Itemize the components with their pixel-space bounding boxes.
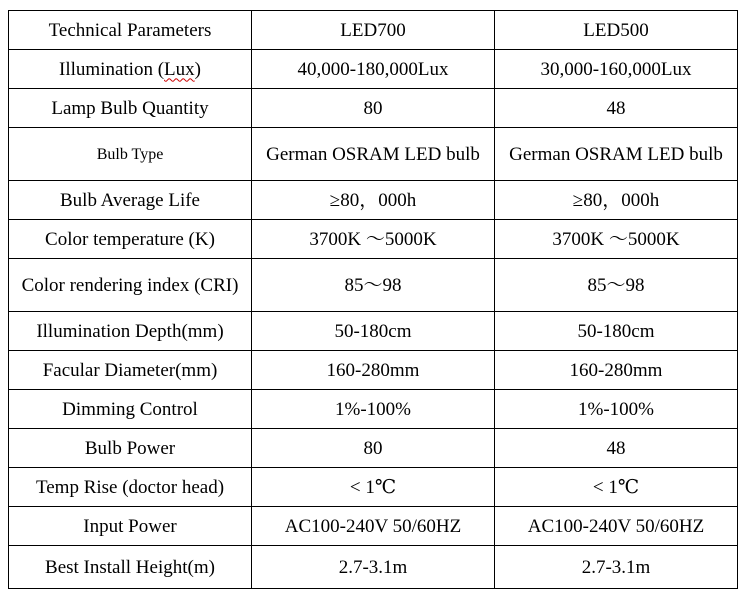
model-b-cell: 48 [495,89,738,128]
table-row [9,507,738,546]
model-b-cell: < 1℃ [495,468,738,507]
param-cell: Lamp Bulb Quantity [9,89,252,128]
model-b-cell: 30,000-160,000Lux [495,50,738,89]
param-cell: Dimming Control [9,390,252,429]
model-b-cell: 50-180cm [495,312,738,351]
param-cell: Facular Diameter(mm) [9,351,252,390]
param-cell: Color rendering index (CRI) [9,259,252,312]
model-b-cell: 2.7-3.1m [495,546,738,589]
table-row [9,220,738,259]
table-row [9,259,738,312]
table-row [9,50,738,89]
model-a-cell: 2.7-3.1m [252,546,495,589]
model-a-cell: < 1℃ [252,468,495,507]
table-row [9,89,738,128]
model-b-cell: AC100-240V 50/60HZ [495,507,738,546]
header-model-b-cell: LED500 [495,11,738,50]
param-cell: Input Power [9,507,252,546]
table-row [9,181,738,220]
model-a-cell: 80 [252,89,495,128]
model-b-cell: 1%-100% [495,390,738,429]
model-a-cell: 160-280mm [252,351,495,390]
model-b-cell: 3700K ～5000K [495,220,738,259]
model-a-cell: 1%-100% [252,390,495,429]
param-cell: Temp Rise (doctor head) [9,468,252,507]
param-cell: Bulb Power [9,429,252,468]
param-cell: Bulb Average Life [9,181,252,220]
table-row [9,351,738,390]
model-b-cell: 85～98 [495,259,738,312]
model-a-cell: ≥80，000h [252,181,495,220]
model-a-cell: 40,000-180,000Lux [252,50,495,89]
model-b-cell: 48 [495,429,738,468]
model-b-cell: German OSRAM LED bulb [495,128,738,181]
model-a-cell: AC100-240V 50/60HZ [252,507,495,546]
model-a-cell: 50-180cm [252,312,495,351]
model-a-cell: German OSRAM LED bulb [252,128,495,181]
table-row [9,429,738,468]
param-cell: Bulb Type [9,128,252,181]
param-cell: Best Install Height(m) [9,546,252,589]
table-row [9,390,738,429]
model-b-cell: 160-280mm [495,351,738,390]
param-cell: Illumination Depth(mm) [9,312,252,351]
header-param-cell: Technical Parameters [9,11,252,50]
model-a-cell: 85～98 [252,259,495,312]
table-row [9,128,738,181]
param-cell: Illumination (Lux) [9,50,252,89]
param-cell: Color temperature (K) [9,220,252,259]
table-row [9,312,738,351]
table-row [9,468,738,507]
model-b-cell: ≥80，000h [495,181,738,220]
model-a-cell: 80 [252,429,495,468]
header-model-a-cell: LED700 [252,11,495,50]
table-row [9,546,738,589]
technical-parameters-table [8,10,738,589]
spellcheck-underlined-word: Lux [164,58,195,80]
header-row [9,11,738,50]
model-a-cell: 3700K ～5000K [252,220,495,259]
